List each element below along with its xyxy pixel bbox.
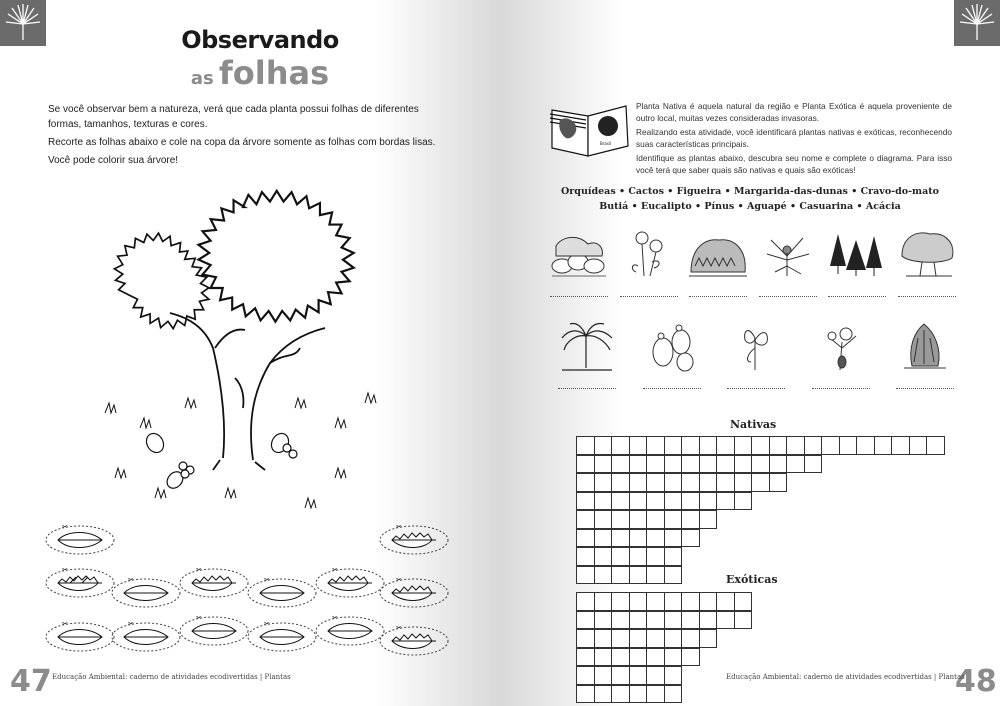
grid-cell[interactable]	[576, 648, 595, 667]
leaf-icon[interactable]	[44, 617, 116, 653]
grid-cell[interactable]	[646, 547, 665, 566]
grid-cell[interactable]	[856, 436, 875, 455]
answer-line[interactable]	[759, 293, 817, 297]
grid-row	[576, 547, 944, 566]
grid-cell[interactable]	[611, 547, 630, 566]
book-label: Brasil	[600, 141, 612, 146]
grid-row	[576, 455, 944, 474]
answer-line[interactable]	[689, 293, 747, 297]
orquidea2-icon	[810, 318, 872, 376]
svg-text:✂: ✂	[332, 566, 338, 574]
grid-cell[interactable]	[646, 685, 665, 704]
grid-cell[interactable]	[594, 455, 613, 474]
grid-cell[interactable]	[594, 648, 613, 667]
grid-cell[interactable]	[681, 510, 700, 529]
book-icon	[548, 98, 632, 160]
grid-cell[interactable]	[646, 529, 665, 548]
grid-cell[interactable]	[629, 492, 648, 511]
grid-row	[576, 611, 751, 630]
palm-logo-icon	[954, 0, 1000, 46]
answer-line[interactable]	[812, 385, 870, 389]
title-small: as	[190, 68, 214, 89]
grid-cell[interactable]	[874, 436, 893, 455]
grid-cell[interactable]	[681, 629, 700, 648]
grid-cell[interactable]	[734, 492, 753, 511]
grid-cell[interactable]	[594, 510, 613, 529]
grid-cell[interactable]	[576, 566, 595, 585]
svg-text:✂: ✂	[62, 620, 68, 628]
figueira-icon	[687, 226, 749, 284]
grid-cell[interactable]	[646, 510, 665, 529]
intro-paragraph: Você pode colorir sua árvore!	[48, 155, 179, 166]
leaf-icon[interactable]	[246, 573, 318, 609]
grid-cell[interactable]	[576, 492, 595, 511]
grid-cell[interactable]	[681, 592, 700, 611]
grid-cell[interactable]	[576, 685, 595, 704]
grid-cell[interactable]	[716, 611, 735, 630]
grid-cell[interactable]	[646, 455, 665, 474]
grid-cell[interactable]	[576, 529, 595, 548]
grid-cell[interactable]	[611, 666, 630, 685]
grid-cell[interactable]	[611, 492, 630, 511]
grid-row	[576, 473, 944, 492]
exoticas-grid	[576, 592, 751, 703]
grid-cell[interactable]	[769, 473, 788, 492]
grid-cell[interactable]	[681, 436, 700, 455]
grid-cell[interactable]	[734, 436, 753, 455]
grid-cell[interactable]	[646, 648, 665, 667]
grid-cell[interactable]	[716, 455, 735, 474]
right-page	[500, 0, 1000, 706]
grid-cell[interactable]	[681, 648, 700, 667]
grid-row	[576, 436, 944, 455]
instructions-paragraph: Planta Nativa é aquela natural da região e Planta Exótica é aquela proveniente de outro local, muitas vezes consideradas invasoras.	[636, 101, 952, 123]
grid-cell[interactable]	[699, 492, 718, 511]
grid-cell[interactable]	[646, 436, 665, 455]
grid-row	[576, 592, 751, 611]
grid-cell[interactable]	[804, 436, 823, 455]
orquidea-icon	[725, 318, 787, 376]
svg-text:✂: ✂	[196, 566, 202, 574]
grid-cell[interactable]	[611, 685, 630, 704]
svg-text:✂: ✂	[62, 523, 68, 531]
species-line: Butiá • Eucalipto • Pínus • Aguapé • Casuarina • Acácia	[599, 201, 901, 212]
grid-cell[interactable]	[699, 436, 718, 455]
grid-cell[interactable]	[629, 566, 648, 585]
grid-cell[interactable]	[611, 529, 630, 548]
answer-line[interactable]	[550, 293, 608, 297]
intro-paragraph: Recorte as folhas abaixo e cole na copa da árvore somente as folhas com bordas lisas.	[48, 137, 436, 148]
page-number: 48	[955, 664, 997, 699]
leaf-icon[interactable]	[246, 617, 318, 653]
answer-line[interactable]	[643, 385, 701, 389]
grid-cell[interactable]	[594, 629, 613, 648]
plant-item	[641, 318, 703, 389]
answer-line[interactable]	[727, 385, 785, 389]
margarida-icon	[618, 226, 680, 284]
grid-cell[interactable]	[594, 529, 613, 548]
grid-cell[interactable]	[576, 455, 595, 474]
grid-cell[interactable]	[664, 592, 683, 611]
grid-cell[interactable]	[629, 547, 648, 566]
plant-item	[618, 226, 680, 297]
grid-cell[interactable]	[664, 648, 683, 667]
leaf-icon[interactable]	[110, 617, 182, 653]
grid-row	[576, 629, 751, 648]
answer-line[interactable]	[620, 293, 678, 297]
grid-cell[interactable]	[646, 629, 665, 648]
svg-text:✂: ✂	[128, 576, 134, 584]
plant-item	[826, 226, 888, 297]
leaf-icon[interactable]	[178, 611, 250, 647]
nativas-grid	[576, 436, 944, 584]
grid-cell[interactable]	[576, 611, 595, 630]
instructions-text	[636, 101, 952, 179]
answer-line[interactable]	[828, 293, 886, 297]
grid-cell[interactable]	[629, 455, 648, 474]
grid-cell[interactable]	[699, 592, 718, 611]
svg-text:✂: ✂	[332, 614, 338, 622]
grid-cell[interactable]	[611, 611, 630, 630]
grid-cell[interactable]	[821, 436, 840, 455]
grid-cell[interactable]	[629, 436, 648, 455]
grid-cell[interactable]	[576, 510, 595, 529]
svg-text:✂: ✂	[396, 624, 402, 632]
svg-text:✂: ✂	[128, 620, 134, 628]
grid-cell[interactable]	[716, 492, 735, 511]
leaf-cutouts	[40, 515, 440, 665]
cravo-icon	[757, 226, 819, 284]
intro-text	[48, 102, 448, 171]
svg-text:✂: ✂	[264, 576, 270, 584]
grid-cell[interactable]	[594, 473, 613, 492]
grid-cell[interactable]	[716, 592, 735, 611]
grid-cell[interactable]	[664, 473, 683, 492]
grid-row	[576, 685, 751, 704]
plant-item	[725, 318, 787, 389]
grid-cell[interactable]	[629, 592, 648, 611]
grid-cell[interactable]	[594, 685, 613, 704]
grid-cell[interactable]	[629, 629, 648, 648]
aguape-icon	[548, 226, 610, 284]
instructions-paragraph: Realizando esta atividade, você identificará plantas nativas e exóticas, reconhecendo suas características principais.	[636, 127, 952, 149]
grid-cell[interactable]	[594, 611, 613, 630]
plant-item	[556, 318, 618, 389]
title-big: folhas	[218, 54, 330, 92]
grid-cell[interactable]	[734, 455, 753, 474]
grid-cell[interactable]	[576, 547, 595, 566]
grid-cell[interactable]	[576, 629, 595, 648]
grid-cell[interactable]	[751, 473, 770, 492]
svg-text:✂: ✂	[396, 523, 402, 531]
grid-row	[576, 666, 751, 685]
grid-cell[interactable]	[611, 648, 630, 667]
grid-cell[interactable]	[646, 666, 665, 685]
leaf-icon[interactable]	[314, 563, 386, 599]
grid-cell[interactable]	[891, 436, 910, 455]
leaf-icon[interactable]	[44, 563, 116, 599]
grid-cell[interactable]	[769, 455, 788, 474]
casuarina-icon	[894, 318, 956, 376]
leaf-icon[interactable]	[314, 611, 386, 647]
grid-cell[interactable]	[664, 455, 683, 474]
page-footer: Educação Ambiental: caderno de atividades ecodivertidas | Plantas	[726, 673, 965, 681]
leaf-icon[interactable]	[378, 573, 450, 609]
grid-cell[interactable]	[629, 666, 648, 685]
grid-cell[interactable]	[576, 592, 595, 611]
grid-cell[interactable]	[611, 455, 630, 474]
grid-cell[interactable]	[576, 473, 595, 492]
intro-paragraph: Se você observar bem a natureza, verá que cada planta possui folhas de diferentes formas, tamanhos, texturas e cores.	[48, 104, 419, 130]
svg-text:✂: ✂	[196, 614, 202, 622]
svg-text:✂: ✂	[62, 566, 68, 574]
grid-row	[576, 492, 944, 511]
plant-item	[894, 318, 956, 389]
plant-row-2	[556, 318, 956, 389]
palm-logo-icon	[0, 0, 46, 46]
exoticas-title: Exóticas	[726, 573, 778, 586]
grid-cell[interactable]	[576, 666, 595, 685]
grid-cell[interactable]	[629, 685, 648, 704]
leaf-icon[interactable]	[378, 520, 450, 556]
grid-cell[interactable]	[594, 592, 613, 611]
svg-text:✂: ✂	[264, 620, 270, 628]
grid-cell[interactable]	[629, 611, 648, 630]
grid-cell[interactable]	[629, 648, 648, 667]
grid-row	[576, 648, 751, 667]
grid-cell[interactable]	[716, 436, 735, 455]
grid-cell[interactable]	[699, 611, 718, 630]
grid-cell[interactable]	[839, 436, 858, 455]
grid-cell[interactable]	[909, 436, 928, 455]
grid-row	[576, 510, 944, 529]
grid-cell[interactable]	[804, 455, 823, 474]
leaf-icon[interactable]	[178, 563, 250, 599]
grid-cell[interactable]	[664, 492, 683, 511]
grid-cell[interactable]	[594, 492, 613, 511]
grid-cell[interactable]	[646, 473, 665, 492]
answer-line[interactable]	[558, 385, 616, 389]
grid-cell[interactable]	[664, 566, 683, 585]
grid-cell[interactable]	[664, 629, 683, 648]
svg-text:✂: ✂	[396, 576, 402, 584]
grid-cell[interactable]	[646, 611, 665, 630]
grid-cell[interactable]	[681, 611, 700, 630]
grid-cell[interactable]	[576, 436, 595, 455]
page-footer: Educação Ambiental: caderno de atividades ecodivertidas | Plantas	[52, 673, 291, 681]
grid-cell[interactable]	[681, 473, 700, 492]
instructions-paragraph: Identifique as plantas abaixo, descubra seu nome e complete o diagrama. Para isso você terá que saber quais são nativas e quais são exóticas!	[636, 153, 952, 175]
grid-cell[interactable]	[786, 436, 805, 455]
plant-item	[548, 226, 610, 297]
grid-cell[interactable]	[611, 473, 630, 492]
cactos-icon	[641, 318, 703, 376]
grid-cell[interactable]	[629, 473, 648, 492]
grid-cell[interactable]	[594, 436, 613, 455]
pinus-icon	[826, 226, 888, 284]
page-number: 47	[10, 664, 52, 699]
grid-cell[interactable]	[664, 666, 683, 685]
grid-cell[interactable]	[646, 566, 665, 585]
plant-item	[757, 226, 819, 297]
leaf-icon[interactable]	[110, 573, 182, 609]
grid-cell[interactable]	[734, 473, 753, 492]
grid-cell[interactable]	[664, 685, 683, 704]
grid-cell[interactable]	[699, 629, 718, 648]
grid-cell[interactable]	[681, 529, 700, 548]
leaf-icon[interactable]	[378, 621, 450, 657]
grid-cell[interactable]	[681, 492, 700, 511]
plant-item	[810, 318, 872, 389]
grid-cell[interactable]	[699, 510, 718, 529]
grid-cell[interactable]	[751, 455, 770, 474]
grid-cell[interactable]	[664, 547, 683, 566]
grid-cell[interactable]	[734, 611, 753, 630]
grid-cell[interactable]	[594, 566, 613, 585]
grid-cell[interactable]	[664, 611, 683, 630]
grid-cell[interactable]	[664, 510, 683, 529]
grid-cell[interactable]	[629, 510, 648, 529]
grid-cell[interactable]	[926, 436, 945, 455]
grid-row	[576, 529, 944, 548]
tree-illustration	[95, 178, 415, 518]
answer-line[interactable]	[896, 385, 954, 389]
grid-cell[interactable]	[716, 473, 735, 492]
grid-cell[interactable]	[629, 529, 648, 548]
grid-cell[interactable]	[664, 436, 683, 455]
grid-cell[interactable]	[611, 436, 630, 455]
grid-cell[interactable]	[646, 592, 665, 611]
grid-cell[interactable]	[664, 529, 683, 548]
answer-line[interactable]	[898, 293, 956, 297]
nativas-title: Nativas	[730, 418, 777, 431]
grid-cell[interactable]	[611, 592, 630, 611]
grid-cell[interactable]	[734, 592, 753, 611]
plant-item	[896, 226, 958, 297]
grid-cell[interactable]	[611, 510, 630, 529]
grid-cell[interactable]	[699, 473, 718, 492]
butia-icon	[556, 318, 618, 376]
grid-cell[interactable]	[699, 455, 718, 474]
grid-cell[interactable]	[646, 492, 665, 511]
grid-cell[interactable]	[681, 455, 700, 474]
grid-cell[interactable]	[594, 666, 613, 685]
grid-cell[interactable]	[611, 629, 630, 648]
plant-item	[687, 226, 749, 297]
title-line-1: Observando	[181, 26, 339, 54]
species-line: Orquídeas • Cactos • Figueira • Margarida-das-dunas • Cravo-do-mato	[561, 186, 939, 197]
grid-cell[interactable]	[611, 566, 630, 585]
plant-row-1	[548, 226, 958, 297]
page-title	[160, 26, 360, 92]
species-list	[540, 184, 960, 214]
grid-cell[interactable]	[594, 547, 613, 566]
grid-cell[interactable]	[769, 436, 788, 455]
leaf-icon[interactable]	[44, 520, 116, 556]
acacia-icon	[896, 226, 958, 284]
grid-cell[interactable]	[786, 455, 805, 474]
grid-cell[interactable]	[751, 436, 770, 455]
